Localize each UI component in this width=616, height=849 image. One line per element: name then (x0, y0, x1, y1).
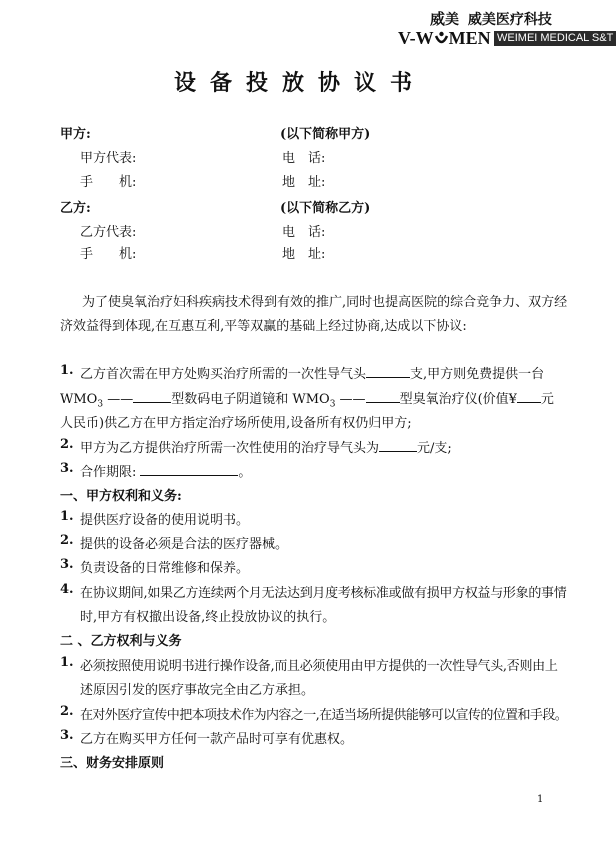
blank-unit-price-field[interactable] (379, 439, 417, 452)
logo-char-1: 威 (430, 10, 446, 28)
s1-item-2-text: 提供的设备必须是合法的医疗器械。 (80, 537, 289, 552)
party-a-note: (以下简称甲方) (280, 127, 371, 142)
s2-item-1-text: 必须按照使用说明书进行操作设备,而且必须使用由甲方提供的一次性导气头,否则由上 (80, 659, 558, 674)
s1-item-4-text: 在协议期间,如果乙方连续两个月无法达到月度考核标准或做有损甲方权益与形象的事情 (80, 586, 567, 601)
logo-en-left: V-W (398, 28, 434, 48)
clause-1-text-f: 元 (540, 392, 554, 407)
s2-item-2-number: 2. (60, 704, 74, 719)
blank-model-2-field[interactable] (366, 390, 400, 403)
clause-1-text-b: 支,甲方则免费提供一台 (410, 367, 545, 382)
s2-item-1-number: 1. (60, 655, 74, 670)
clause-2-number: 2. (60, 437, 74, 452)
logo-brand-name: 威美医疗科技 (467, 12, 552, 28)
s2-item-1-text-2: 述原因引发的医疗事故完全由乙方承担。 (80, 683, 315, 698)
clause-2-text-b: 元/支; (417, 441, 452, 456)
clause-1-text-a: 乙方首次需在甲方处购买治疗所需的一次性导气头 (80, 367, 367, 382)
s1-item-1-number: 1. (60, 509, 74, 524)
blank-term-field[interactable] (140, 463, 238, 476)
party-b-mobile-label: 手 机: (80, 247, 137, 262)
clause-1-text-c: 型数码电子阴道镜和 WMO (171, 392, 330, 407)
logo-char-2: 美 (445, 12, 460, 28)
party-a-phone-label: 电 话: (282, 151, 326, 166)
clause-3-number: 3. (60, 461, 74, 476)
party-a-label: 甲方: (60, 127, 91, 142)
s1-item-2-number: 2. (60, 533, 74, 548)
party-b-phone-label: 电 话: (282, 225, 326, 240)
clause-3-text-b: 。 (238, 465, 252, 480)
clause-1-line-2 (60, 388, 554, 410)
s2-item-3-number: 3. (60, 728, 74, 743)
party-a-address-label: 地 址: (282, 175, 326, 190)
s1-item-4-text-2: 时,甲方有权撤出设备,终止投放协议的执行。 (80, 610, 336, 625)
company-logo (398, 6, 614, 54)
s2-item-3-text: 乙方在购买甲方任何一款产品时可享有优惠权。 (80, 732, 354, 747)
logo-english-box: WEIMEI MEDICAL S&T (494, 31, 616, 46)
party-a-mobile-label: 手 机: (80, 175, 137, 190)
clause-1-sub-2: 3 (329, 399, 336, 410)
clause-2-text-a: 甲方为乙方提供治疗所需一次性使用的治疗导气头为 (80, 441, 380, 456)
blank-model-1-field[interactable] (133, 390, 171, 403)
clause-2-line (80, 437, 452, 456)
clause-3-line (80, 461, 251, 480)
s1-item-1-text: 提供医疗设备的使用说明书。 (80, 513, 250, 528)
blank-price-field[interactable] (517, 390, 541, 403)
party-b-label: 乙方: (60, 201, 91, 216)
document-title: 设备投放协议书 (173, 70, 426, 96)
clause-1-line-1 (80, 363, 544, 382)
clause-1-text-e: 型臭氧治疗仪(价值¥ (399, 392, 517, 407)
intro-line-1: 为了使臭氧治疗妇科疾病技术得到有效的推广,同时也提高医院的综合竞争力、双方经 (82, 295, 568, 310)
clause-1-wmo-1: WMO (60, 392, 98, 407)
s2-item-2-text: 在对外医疗宣传中把本项技术作为内容之一,在适当场所提供能够可以宣传的位置和手段。 (80, 708, 568, 723)
clause-3-text-a: 合作期限: (80, 465, 137, 480)
section-3-heading: 三、财务安排原则 (60, 756, 165, 771)
section-1-heading: 一、甲方权利和义务: (60, 489, 182, 504)
party-b-address-label: 地 址: (282, 247, 326, 262)
section-2-heading: 二 、乙方权利与义务 (60, 634, 182, 649)
clause-1-sub-1: 3 (97, 399, 104, 410)
clause-1-number: 1. (60, 363, 74, 378)
party-b-rep-label: 乙方代表: (80, 225, 137, 240)
blank-qty-field[interactable] (366, 365, 410, 378)
s1-item-4-number: 4. (60, 582, 74, 597)
intro-line-2: 济效益得到体现,在互惠互利,平等双赢的基础上经过协商,达成以下协议: (60, 319, 467, 334)
clause-1-line-3: 人民币)供乙方在甲方指定治疗场所使用,设备所有权仍归甲方; (60, 416, 412, 431)
clause-1-dash-1: —— (103, 392, 134, 407)
party-a-rep-label: 甲方代表: (80, 151, 137, 166)
logo-english-mark (398, 28, 491, 49)
s1-item-3-number: 3. (60, 557, 74, 572)
clause-1-dash-2: —— (335, 392, 366, 407)
party-b-note: (以下简称乙方) (280, 201, 371, 216)
logo-chinese-text (430, 8, 552, 29)
logo-en-right: MEN (448, 28, 491, 48)
page-number: 1 (537, 794, 544, 805)
logo-o-icon (434, 30, 449, 44)
s1-item-3-text: 负责设备的日常维修和保养。 (80, 561, 250, 576)
